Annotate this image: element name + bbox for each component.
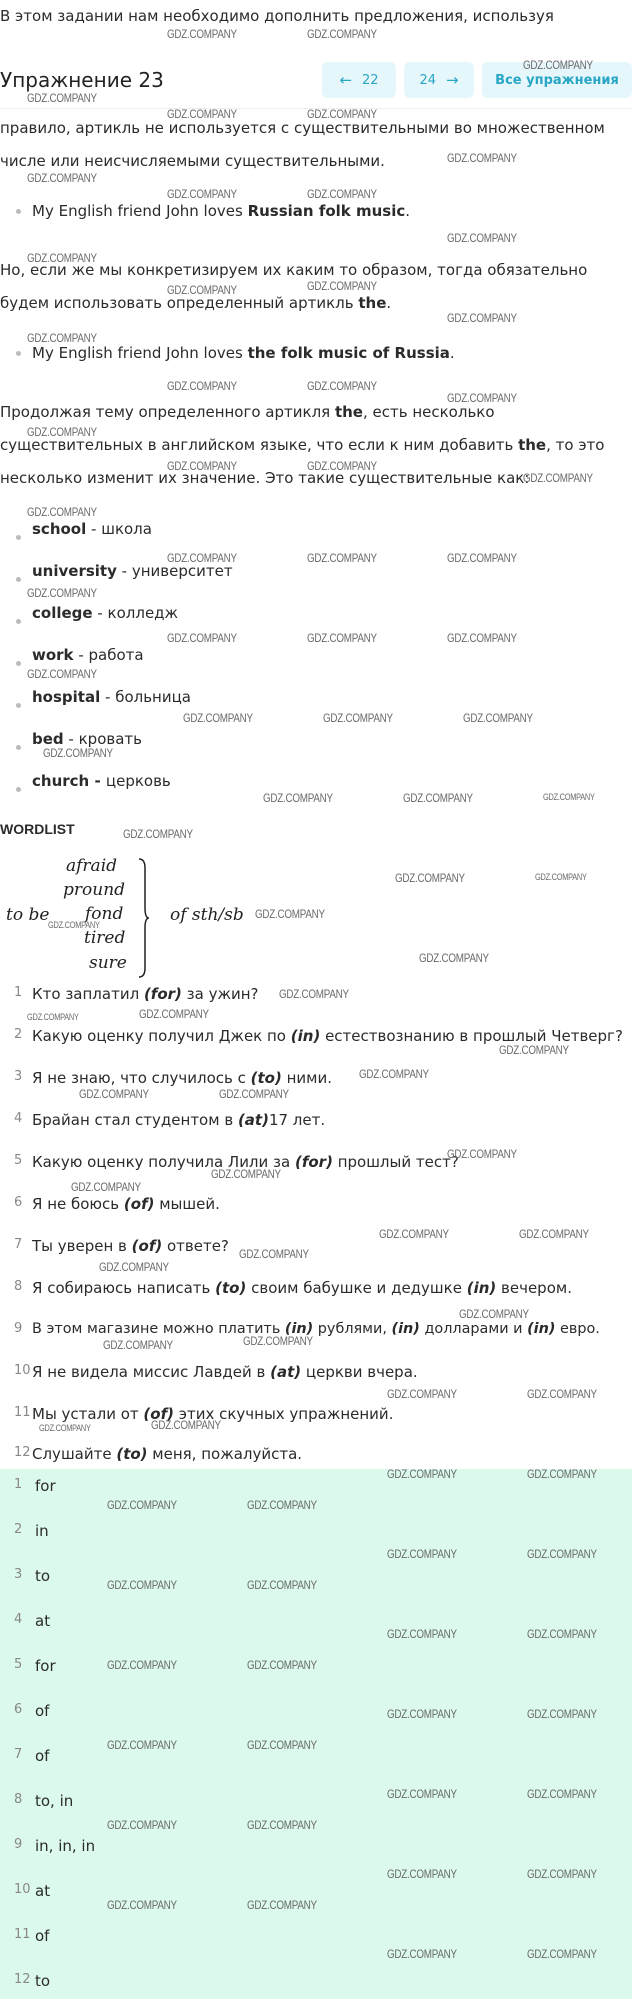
answer-text: at [35,1612,51,1630]
answer-text: of [35,1927,50,1945]
paragraph-text: Продолжая тему определенного артикля [0,403,335,421]
exercise-text: Я не знаю, что случилось с (to) ними. [32,1069,332,1087]
answer-text: to [35,1972,51,1990]
answer-number: 11 [14,1927,31,1942]
noun-ru: больница [115,688,192,706]
watermark: GDZ.COMPANY [279,987,349,1001]
noun-en: church [32,772,90,790]
watermark: GDZ.COMPANY [387,1947,457,1961]
noun-sep: - [89,772,106,790]
watermark: GDZ.COMPANY [123,827,193,841]
watermark: GDZ.COMPANY [239,1247,309,1261]
watermark: GDZ.COMPANY [543,792,595,802]
wordlist-word: pround [63,880,126,900]
watermark: GDZ.COMPANY [151,1418,221,1432]
watermark: GDZ.COMPANY [167,107,237,121]
watermark: GDZ.COMPANY [107,1738,177,1752]
watermark: GDZ.COMPANY [167,379,237,393]
watermark: GDZ.COMPANY [519,1227,589,1241]
exercise-text: Слушайте (to) меня, пожалуйста. [32,1445,303,1463]
paragraph-text: будем использовать определенный артикль [0,294,359,312]
exercise-text: Брайан стал студентом в (at)17 лет. [32,1111,326,1129]
watermark: GDZ.COMPANY [419,951,489,965]
noun-en: college [32,604,93,622]
exercise-number: 11 [14,1405,31,1420]
answer-text: in [35,1522,49,1540]
exercise-number: 4 [14,1111,23,1126]
answer-number: 1 [14,1477,23,1492]
noun-en: university [32,562,117,580]
watermark: GDZ.COMPANY [107,1898,177,1912]
watermark: GDZ.COMPANY [247,1898,317,1912]
watermark: GDZ.COMPANY [107,1578,177,1592]
watermark: GDZ.COMPANY [247,1498,317,1512]
watermark: GDZ.COMPANY [447,231,517,245]
wordlist-suffix: of sth/sb [170,905,244,925]
answer-number: 8 [14,1792,23,1807]
watermark: GDZ.COMPANY [43,746,113,760]
watermark: GDZ.COMPANY [527,1787,597,1801]
watermark: GDZ.COMPANY [307,631,377,645]
watermark: GDZ.COMPANY [48,920,100,930]
watermark: GDZ.COMPANY [167,551,237,565]
example-bold: the folk music of Russia [247,344,450,362]
exercise-number: 5 [14,1153,23,1168]
answer-text: to [35,1567,51,1585]
watermark: GDZ.COMPANY [219,1087,289,1101]
watermark: GDZ.COMPANY [459,1307,529,1321]
paragraph-suffix: , есть несколько [362,403,495,421]
answer-number: 2 [14,1522,23,1537]
exercise-text: Ты уверен в (of) ответе? [32,1237,229,1255]
watermark: GDZ.COMPANY [527,1947,597,1961]
watermark: GDZ.COMPANY [263,791,333,805]
watermark: GDZ.COMPANY [167,459,237,473]
prev-exercise-label: 22 [362,72,379,88]
watermark: GDZ.COMPANY [527,1387,597,1401]
watermark: GDZ.COMPANY [27,1012,79,1022]
rule-paragraph-1 [0,112,605,178]
watermark: GDZ.COMPANY [447,551,517,565]
watermark: GDZ.COMPANY [167,27,237,41]
example-text: My English friend John loves [32,344,248,362]
paragraph-line: Но, если же мы конкретизируем их каким то образом, тогда обязательно [0,261,588,279]
answer-text: for [35,1657,56,1675]
watermark: GDZ.COMPANY [535,872,587,882]
watermark: GDZ.COMPANY [447,151,517,165]
watermark: GDZ.COMPANY [403,791,473,805]
exercise-text: Я не видела миссис Лавдей в (at) церкви вчера. [32,1363,418,1381]
watermark: GDZ.COMPANY [379,1227,449,1241]
wordlist-word: sure [89,953,127,973]
watermark: GDZ.COMPANY [27,425,97,439]
watermark: GDZ.COMPANY [527,1867,597,1881]
watermark: GDZ.COMPANY [107,1658,177,1672]
exercise-text: Кто заплатил (for) за ужин? [32,985,259,1003]
watermark: GDZ.COMPANY [247,1658,317,1672]
noun-en: hospital [32,688,101,706]
noun-ru: церковь [105,772,171,790]
watermark: GDZ.COMPANY [527,1627,597,1641]
example-bold: Russian folk music [247,202,406,220]
all-exercises-label: Все упражнения [495,72,619,88]
watermark: GDZ.COMPANY [99,1260,169,1274]
watermark: GDZ.COMPANY [447,391,517,405]
watermark: GDZ.COMPANY [527,1467,597,1481]
watermark: GDZ.COMPANY [387,1387,457,1401]
watermark: GDZ.COMPANY [27,91,97,105]
watermark: GDZ.COMPANY [395,871,465,885]
watermark: GDZ.COMPANY [167,631,237,645]
watermark: GDZ.COMPANY [211,1167,281,1181]
answer-number: 7 [14,1747,23,1762]
wordlist-to-be: to be [6,905,50,925]
answer-text: of [35,1747,50,1765]
noun-sep: - [100,688,116,706]
paragraph-bold: the [518,436,547,454]
example-suffix: . [405,202,411,220]
exercise-number: 3 [14,1069,23,1084]
watermark: GDZ.COMPANY [499,1043,569,1057]
watermark: GDZ.COMPANY [447,631,517,645]
answer-text: in, in, in [35,1837,96,1855]
page-title: Упражнение 23 [0,68,164,92]
watermark: GDZ.COMPANY [387,1547,457,1561]
exercise-number: 10 [14,1363,31,1378]
answer-number: 5 [14,1657,23,1672]
rule-paragraph-3 [0,396,604,495]
noun-en: bed [32,730,64,748]
paragraph-text: существительных в английском языке, что если к ним добавить [0,436,519,454]
answer-text: of [35,1702,50,1720]
watermark: GDZ.COMPANY [307,379,377,393]
answer-number: 3 [14,1567,23,1582]
watermark: GDZ.COMPANY [307,187,377,201]
watermark: GDZ.COMPANY [167,283,237,297]
arrow-left-icon: ← [339,71,353,89]
exercise-number: 9 [14,1321,23,1336]
wordlist-word: afraid [66,856,118,876]
exercise-number: 2 [14,1027,23,1042]
watermark: GDZ.COMPANY [243,1334,313,1348]
watermark: GDZ.COMPANY [323,711,393,725]
paragraph-suffix: , то это [546,436,605,454]
watermark: GDZ.COMPANY [27,171,97,185]
watermark: GDZ.COMPANY [387,1467,457,1481]
watermark: GDZ.COMPANY [79,1087,149,1101]
answer-number: 9 [14,1837,23,1852]
answer-number: 4 [14,1612,23,1627]
watermark: GDZ.COMPANY [27,586,97,600]
noun-ru: колледж [107,604,179,622]
watermark: GDZ.COMPANY [387,1867,457,1881]
exercise-number: 1 [14,985,23,1000]
watermark: GDZ.COMPANY [39,1423,91,1433]
list-item [0,768,233,810]
watermark: GDZ.COMPANY [27,505,97,519]
example-list-1 [0,198,410,224]
noun-sep: - [63,730,79,748]
watermark: GDZ.COMPANY [387,1627,457,1641]
watermark: GDZ.COMPANY [27,251,97,265]
paragraph-line: правило, артикль не используется с существительными во множественном [0,119,605,137]
watermark: GDZ.COMPANY [387,1707,457,1721]
watermark: GDZ.COMPANY [307,107,377,121]
watermark: GDZ.COMPANY [255,907,325,921]
example-text: My English friend John loves [32,202,248,220]
watermark: GDZ.COMPANY [447,311,517,325]
watermark: GDZ.COMPANY [527,1547,597,1561]
answer-number: 6 [14,1702,23,1717]
answer-text: at [35,1882,51,1900]
watermark: GDZ.COMPANY [307,551,377,565]
exercise-text: Я собираюсь написать (to) своим бабушке и дедушке (in) вечером. [32,1279,572,1297]
watermark: GDZ.COMPANY [107,1818,177,1832]
exercise-text: Какую оценку получил Джек по (in) естествознанию в прошлый Четверг? [32,1027,623,1045]
watermark: GDZ.COMPANY [463,711,533,725]
paragraph-bold: the [334,403,363,421]
noun-ru: работа [88,646,144,664]
watermark: GDZ.COMPANY [523,471,593,485]
exercise-number: 7 [14,1237,23,1252]
noun-ru: кровать [78,730,142,748]
wordlist-title: WORDLIST [0,821,75,837]
exercise-text: В этом магазине можно платить (in) рублями, (in) долларами и (in) евро. [32,1321,600,1337]
exercise-text: Я не боюсь (of) мышей. [32,1195,220,1213]
watermark: GDZ.COMPANY [71,1180,141,1194]
watermark: GDZ.COMPANY [307,27,377,41]
noun-sep: - [86,520,102,538]
watermark: GDZ.COMPANY [527,1707,597,1721]
exercise-number: 6 [14,1195,23,1210]
watermark: GDZ.COMPANY [247,1818,317,1832]
noun-ru: университет [131,562,233,580]
wordlist-word: fond [85,904,124,924]
arrow-right-icon: → [445,71,459,89]
noun-ru: школа [101,520,152,538]
watermark: GDZ.COMPANY [447,1147,517,1161]
example-suffix: . [449,344,455,362]
watermark: GDZ.COMPANY [523,58,593,72]
answer-number: 12 [14,1972,31,1987]
exercise-text: Какую оценку получила Лили за (for) прошлый тест? [32,1153,459,1171]
watermark: GDZ.COMPANY [107,1498,177,1512]
next-exercise-label: 24 [419,72,436,88]
prev-exercise-button[interactable] [322,62,396,98]
exercise-number: 12 [14,1445,31,1460]
exercise-number: 8 [14,1279,23,1294]
answer-number: 10 [14,1882,31,1897]
answer-text: to, in [35,1792,74,1810]
watermark: GDZ.COMPANY [167,187,237,201]
list-item [0,726,233,768]
noun-en: work [32,646,74,664]
watermark: GDZ.COMPANY [183,711,253,725]
watermark: GDZ.COMPANY [247,1738,317,1752]
noun-sep: - [73,646,89,664]
watermark: GDZ.COMPANY [139,1007,209,1021]
watermark: GDZ.COMPANY [359,1067,429,1081]
watermark: GDZ.COMPANY [247,1578,317,1592]
answer-text: for [35,1477,56,1495]
watermark: GDZ.COMPANY [27,667,97,681]
noun-sep: - [92,604,108,622]
paragraph-line: числе или неисчисляемыми существительными. [0,152,385,170]
paragraph-suffix: . [386,294,392,312]
next-exercise-button[interactable] [404,62,474,98]
watermark: GDZ.COMPANY [27,331,97,345]
watermark: GDZ.COMPANY [307,459,377,473]
paragraph-line: несколько изменит их значение. Это такие существительные как: [0,469,530,487]
wordlist-word: tired [84,928,126,948]
watermark: GDZ.COMPANY [307,279,377,293]
intro-text: В этом задании нам необходимо дополнить предложения, используя [0,7,554,25]
brace-shape [138,858,150,978]
watermark: GDZ.COMPANY [387,1787,457,1801]
paragraph-bold: the [358,294,387,312]
noun-en: school [32,520,87,538]
list-item [0,198,410,224]
exercise-text: Мы устали от (of) этих скучных упражнений. [32,1405,394,1423]
watermark: GDZ.COMPANY [103,1338,173,1352]
noun-sep: - [116,562,132,580]
